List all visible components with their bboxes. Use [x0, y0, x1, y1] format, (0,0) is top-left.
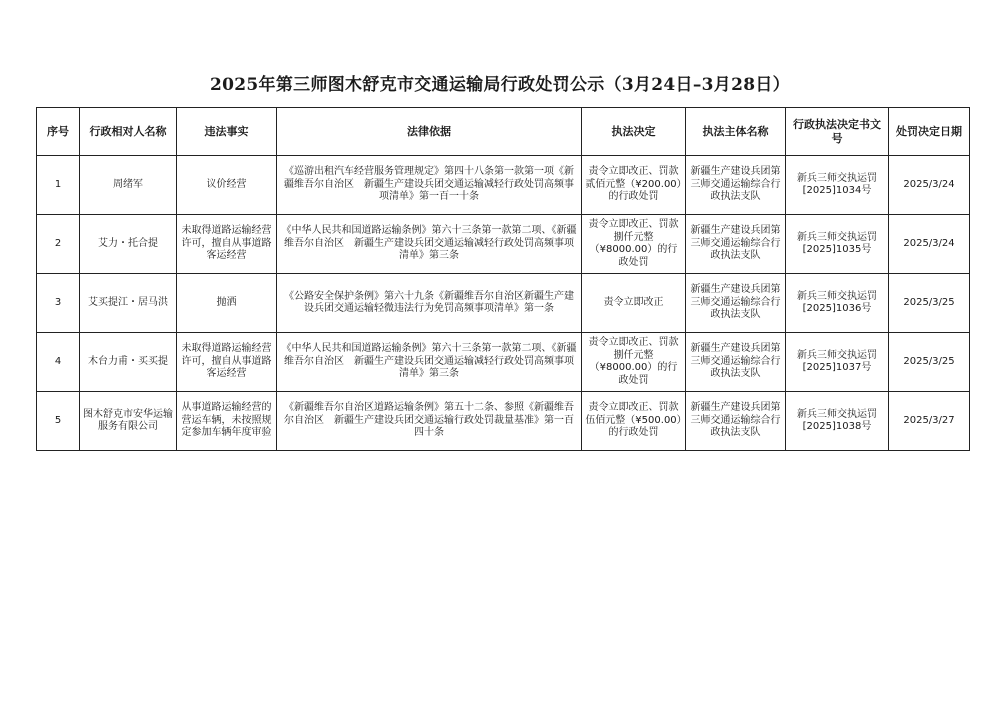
header-fact: 违法事实: [177, 108, 277, 156]
cell-decision: 责令立即改正: [582, 274, 686, 333]
table-row: [37, 333, 970, 392]
cell-seq: 5: [37, 392, 80, 451]
cell-basis: 《公路安全保护条例》第六十九条《新疆维吾尔自治区新疆生产建设兵团交通运输轻微违法行为免罚高频事项清单》第一条: [277, 274, 582, 333]
cell-fact: 抛洒: [177, 274, 277, 333]
table-row: [37, 215, 970, 274]
cell-decision: 责令立即改正、罚款捌仟元整（¥8000.00）的行政处罚: [582, 215, 686, 274]
cell-date: 2025/3/25: [889, 333, 970, 392]
cell-doc-no: 新兵三师交执运罚[2025]1036号: [786, 274, 889, 333]
table-row: [37, 274, 970, 333]
cell-party: 木台力甫・买买提: [80, 333, 177, 392]
cell-seq: 2: [37, 215, 80, 274]
cell-agency: 新疆生产建设兵团第三师交通运输综合行政执法支队: [686, 274, 786, 333]
cell-agency: 新疆生产建设兵团第三师交通运输综合行政执法支队: [686, 333, 786, 392]
cell-party: 周绪军: [80, 156, 177, 215]
cell-agency: 新疆生产建设兵团第三师交通运输综合行政执法支队: [686, 215, 786, 274]
cell-agency: 新疆生产建设兵团第三师交通运输综合行政执法支队: [686, 392, 786, 451]
cell-agency: 新疆生产建设兵团第三师交通运输综合行政执法支队: [686, 156, 786, 215]
cell-doc-no: 新兵三师交执运罚[2025]1034号: [786, 156, 889, 215]
cell-doc-no: 新兵三师交执运罚[2025]1035号: [786, 215, 889, 274]
cell-party: 艾力・托合提: [80, 215, 177, 274]
cell-fact: 从事道路运输经营的营运车辆，未按照规定参加车辆年度审验: [177, 392, 277, 451]
cell-date: 2025/3/24: [889, 215, 970, 274]
cell-date: 2025/3/24: [889, 156, 970, 215]
cell-fact: 未取得道路运输经营许可，擅自从事道路客运经营: [177, 215, 277, 274]
header-basis: 法律依据: [277, 108, 582, 156]
cell-basis: 《新疆维吾尔自治区道路运输条例》第五十二条、参照《新疆维吾尔自治区 新疆生产建设兵团交通运输行政处罚裁量基准》第一百四十条: [277, 392, 582, 451]
cell-doc-no: 新兵三师交执运罚[2025]1037号: [786, 333, 889, 392]
header-doc-no: 行政执法决定书文号: [786, 108, 889, 156]
cell-seq: 3: [37, 274, 80, 333]
cell-seq: 1: [37, 156, 80, 215]
cell-seq: 4: [37, 333, 80, 392]
page-title: 2025年第三师图木舒克市交通运输局行政处罚公示（3月24日–3月28日）: [210, 75, 790, 95]
cell-decision: 责令立即改正、罚款贰佰元整（¥200.00）的行政处罚: [582, 156, 686, 215]
cell-date: 2025/3/25: [889, 274, 970, 333]
header-party: 行政相对人名称: [80, 108, 177, 156]
header-agency: 执法主体名称: [686, 108, 786, 156]
cell-fact: 议价经营: [177, 156, 277, 215]
header-seq: 序号: [37, 108, 80, 156]
cell-fact: 未取得道路运输经营许可，擅自从事道路客运经营: [177, 333, 277, 392]
header-decision: 执法决定: [582, 108, 686, 156]
cell-party: 艾买提江・居马洪: [80, 274, 177, 333]
header-date: 处罚决定日期: [889, 108, 970, 156]
cell-basis: 《中华人民共和国道路运输条例》第六十三条第一款第二项、《新疆维吾尔自治区 新疆生产建设兵团交通运输减轻行政处罚高频事项清单》第三条: [277, 215, 582, 274]
penalty-table: [36, 107, 970, 451]
cell-decision: 责令立即改正、罚款伍佰元整（¥500.00）的行政处罚: [582, 392, 686, 451]
cell-party: 图木舒克市安华运输服务有限公司: [80, 392, 177, 451]
table-row: [37, 156, 970, 215]
cell-doc-no: 新兵三师交执运罚[2025]1038号: [786, 392, 889, 451]
cell-basis: 《巡游出租汽车经营服务管理规定》第四十八条第一款第一项《新疆维吾尔自治区 新疆生产建设兵团交通运输减轻行政处罚高频事项清单》第一百一十条: [277, 156, 582, 215]
cell-date: 2025/3/27: [889, 392, 970, 451]
cell-decision: 责令立即改正、罚款捌仟元整（¥8000.00）的行政处罚: [582, 333, 686, 392]
cell-basis: 《中华人民共和国道路运输条例》第六十三条第一款第二项、《新疆维吾尔自治区 新疆生产建设兵团交通运输减轻行政处罚高频事项清单》第三条: [277, 333, 582, 392]
table-header-row: [37, 108, 970, 156]
table-row: [37, 392, 970, 451]
